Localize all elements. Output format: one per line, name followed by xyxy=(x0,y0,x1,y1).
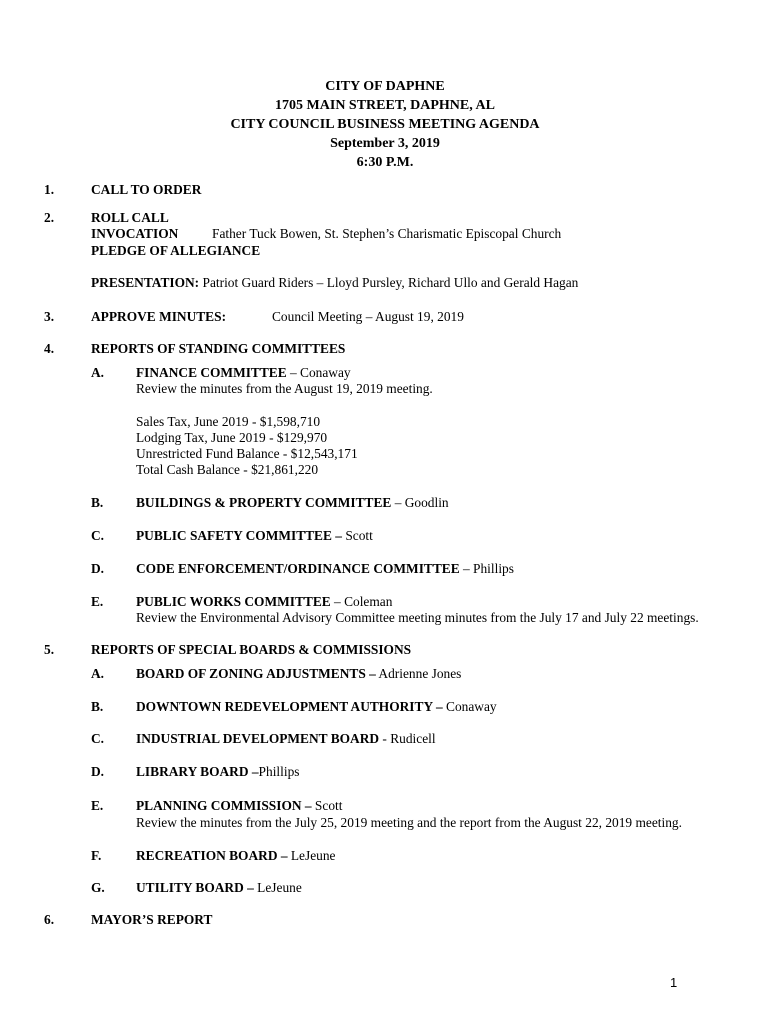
approve-minutes-text: Council Meeting – August 19, 2019 xyxy=(272,309,464,324)
agenda-header xyxy=(0,77,770,172)
presentation-label: PRESENTATION: xyxy=(91,275,200,290)
item-number: 3. xyxy=(44,309,55,324)
buildings-property-committee xyxy=(136,494,449,511)
presentation xyxy=(91,274,578,291)
sub-letter: B. xyxy=(91,699,104,714)
mayors-report: MAYOR’S REPORT xyxy=(91,912,213,927)
finance-desc: Review the minutes from the August 19, 2019 meeting. xyxy=(136,381,433,396)
sub-letter: G. xyxy=(91,880,105,895)
approve-minutes-label: APPROVE MINUTES: xyxy=(91,309,227,324)
board-chair: LeJeune xyxy=(253,880,302,895)
code-enforcement-committee xyxy=(136,560,514,577)
item-number: 5. xyxy=(44,642,55,657)
standing-committees-title: REPORTS OF STANDING COMMITTEES xyxy=(91,341,346,356)
meeting-time: 6:30 P.M. xyxy=(356,155,414,170)
sub-letter: F. xyxy=(91,848,102,863)
city-name: CITY OF DAPHNE xyxy=(325,79,445,94)
pledge-of-allegiance: PLEDGE OF ALLEGIANCE xyxy=(91,243,261,258)
invocation-text: Father Tuck Bowen, St. Stephen’s Charismatic Episcopal Church xyxy=(212,226,562,241)
industrial-development-board xyxy=(136,730,436,747)
item-number: 4. xyxy=(44,341,55,356)
board-chair: Scott xyxy=(311,798,343,813)
public-works-desc: Review the Environmental Advisory Committee meeting minutes from the July 17 and July 22 meetings. xyxy=(136,610,699,625)
meeting-date: September 3, 2019 xyxy=(330,136,440,151)
utility-board xyxy=(136,879,302,896)
board-name: LIBRARY BOARD – xyxy=(136,764,259,779)
sales-tax: Sales Tax, June 2019 - $1,598,710 xyxy=(136,414,321,429)
sub-letter: B. xyxy=(91,495,104,510)
sub-letter: A. xyxy=(91,666,105,681)
unrestricted-fund-balance: Unrestricted Fund Balance - $12,543,171 xyxy=(136,446,358,461)
special-boards-title: REPORTS OF SPECIAL BOARDS & COMMISSIONS xyxy=(91,642,412,657)
call-to-order: CALL TO ORDER xyxy=(91,182,202,197)
board-chair: Adrienne Jones xyxy=(375,666,462,681)
board-chair: Conaway xyxy=(442,699,497,714)
recreation-board xyxy=(136,847,336,864)
committee-name: BUILDINGS & PROPERTY COMMITTEE xyxy=(136,495,392,510)
sub-letter: E. xyxy=(91,594,104,609)
board-chair: LeJeune xyxy=(287,848,336,863)
sub-letter: C. xyxy=(91,528,105,543)
item-number: 1. xyxy=(44,182,55,197)
board-name: UTILITY BOARD – xyxy=(136,880,254,895)
sub-letter: E. xyxy=(91,798,104,813)
board-name: INDUSTRIAL DEVELOPMENT BOARD xyxy=(136,731,380,746)
sub-letter: D. xyxy=(91,764,105,779)
committee-chair: – Goodlin xyxy=(391,495,449,510)
invocation-label: INVOCATION xyxy=(91,226,179,241)
downtown-redevelopment xyxy=(136,698,497,715)
committee-chair: – Conaway xyxy=(286,365,351,380)
total-cash-balance: Total Cash Balance - $21,861,220 xyxy=(136,462,319,477)
lodging-tax: Lodging Tax, June 2019 - $129,970 xyxy=(136,430,328,445)
committee-chair: – Coleman xyxy=(330,594,393,609)
board-name: BOARD OF ZONING ADJUSTMENTS – xyxy=(136,666,376,681)
committee-name: PUBLIC SAFETY COMMITTEE – xyxy=(136,528,342,543)
agenda-title: CITY COUNCIL BUSINESS MEETING AGENDA xyxy=(230,117,540,132)
board-name: RECREATION BOARD – xyxy=(136,848,288,863)
committee-chair: Scott xyxy=(341,528,373,543)
presentation-text: Patriot Guard Riders – Lloyd Pursley, Richard Ullo and Gerald Hagan xyxy=(202,275,579,290)
planning-commission-desc: Review the minutes from the July 25, 2019 meeting and the report from the August 22, 2019 meeting. xyxy=(136,815,682,830)
board-name: PLANNING COMMISSION – xyxy=(136,798,312,813)
committee-name: CODE ENFORCEMENT/ORDINANCE COMMITTEE xyxy=(136,561,460,576)
sub-letter: D. xyxy=(91,561,105,576)
library-board xyxy=(136,763,299,780)
sub-letter: C. xyxy=(91,731,105,746)
page-number: 1 xyxy=(670,975,678,990)
board-chair: Phillips xyxy=(258,764,300,779)
public-safety-committee xyxy=(136,527,373,544)
public-works-committee xyxy=(136,593,392,610)
roll-call: ROLL CALL xyxy=(91,210,169,225)
sub-letter: A. xyxy=(91,365,105,380)
city-address: 1705 MAIN STREET, DAPHNE, AL xyxy=(275,98,495,113)
item-number: 6. xyxy=(44,912,55,927)
board-of-zoning xyxy=(136,665,461,682)
board-chair: - Rudicell xyxy=(379,731,436,746)
board-name: DOWNTOWN REDEVELOPMENT AUTHORITY – xyxy=(136,699,443,714)
finance-committee xyxy=(136,364,351,381)
committee-name: FINANCE COMMITTEE xyxy=(136,365,287,380)
item-number: 2. xyxy=(44,210,55,225)
committee-name: PUBLIC WORKS COMMITTEE xyxy=(136,594,331,609)
planning-commission xyxy=(136,797,342,814)
committee-chair: – Phillips xyxy=(459,561,514,576)
